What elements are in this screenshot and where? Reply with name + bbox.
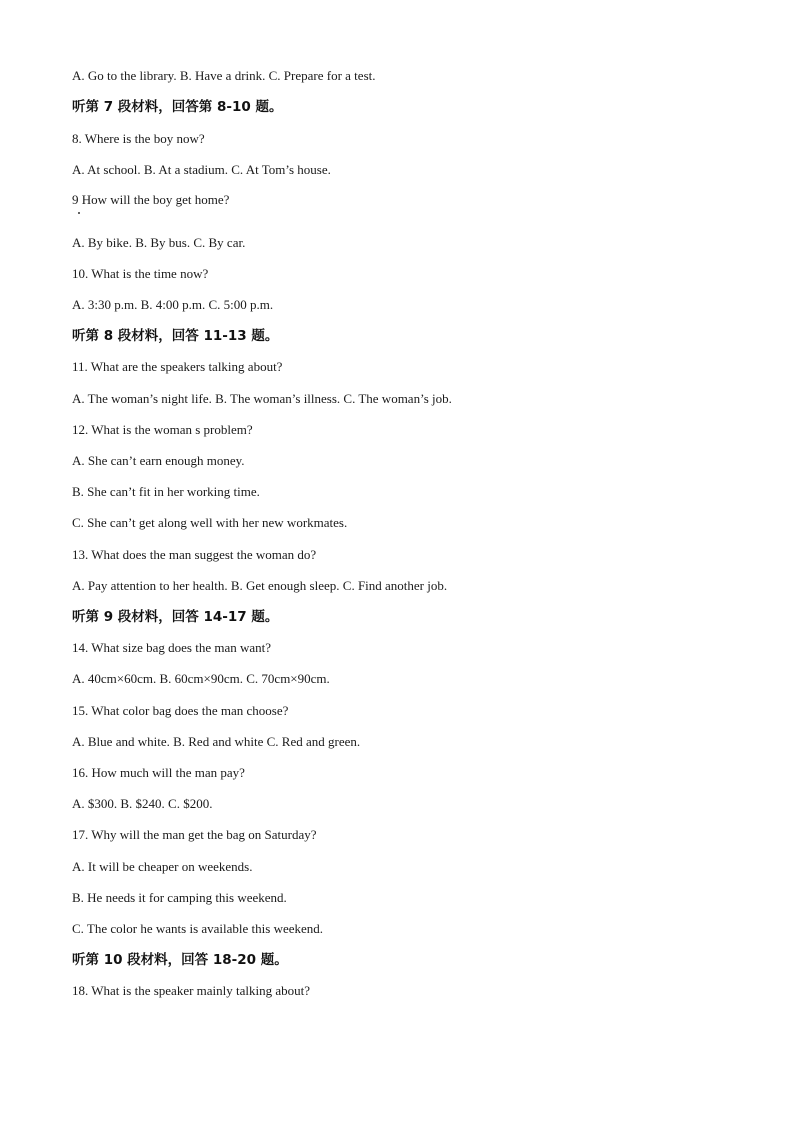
- option-line: C. The color he wants is available this weekend.: [72, 921, 324, 936]
- question-line: 9 How will the boy get home?: [72, 192, 230, 207]
- question-line: 16. How much will the man pay?: [72, 765, 245, 780]
- question-line: 8. Where is the boy now?: [72, 131, 205, 146]
- question-line: 11. What are the speakers talking about?: [72, 359, 283, 374]
- stray-dot: [78, 212, 80, 214]
- question-line: 14. What size bag does the man want?: [72, 640, 272, 655]
- question-line: 15. What color bag does the man choose?: [72, 703, 289, 718]
- option-line: A. Pay attention to her health. B. Get enough sleep. C. Find another job.: [72, 578, 448, 593]
- question-line: 18. What is the speaker mainly talking about?: [72, 983, 311, 998]
- option-line: B. He needs it for camping this weekend.: [72, 890, 287, 905]
- question-line: 13. What does the man suggest the woman do?: [72, 547, 317, 562]
- section-heading: 听第 8 段材料，回答 11-13 题。: [72, 328, 279, 344]
- option-line: A. At school. B. At a stadium. C. At Tom’s house.: [72, 162, 331, 177]
- option-line: A. It will be cheaper on weekends.: [72, 859, 253, 874]
- question-line: 10. What is the time now?: [72, 266, 209, 281]
- section-heading: 听第 7 段材料，回答第 8-10 题。: [72, 99, 283, 115]
- option-line: A. $300. B. $240. C. $200.: [72, 796, 213, 811]
- option-line: A. 40cm×60cm. B. 60cm×90cm. C. 70cm×90cm.: [72, 671, 330, 686]
- option-line: A. The woman’s night life. B. The woman’s illness. C. The woman’s job.: [72, 391, 452, 406]
- option-line: A. By bike. B. By bus. C. By car.: [72, 235, 246, 250]
- option-line: C. She can’t get along well with her new workmates.: [72, 515, 348, 530]
- option-line: A. Go to the library. B. Have a drink. C. Prepare for a test.: [72, 68, 376, 83]
- option-line: B. She can’t fit in her working time.: [72, 484, 260, 499]
- question-line: 17. Why will the man get the bag on Saturday?: [72, 827, 317, 842]
- section-heading: 听第 9 段材料，回答 14-17 题。: [72, 609, 279, 625]
- option-line: A. She can’t earn enough money.: [72, 453, 245, 468]
- option-line: A. Blue and white. B. Red and white C. Red and green.: [72, 734, 361, 749]
- section-heading: 听第 10 段材料，回答 18-20 题。: [72, 952, 288, 968]
- option-line: A. 3:30 p.m. B. 4:00 p.m. C. 5:00 p.m.: [72, 297, 274, 312]
- question-line: 12. What is the woman s problem?: [72, 422, 253, 437]
